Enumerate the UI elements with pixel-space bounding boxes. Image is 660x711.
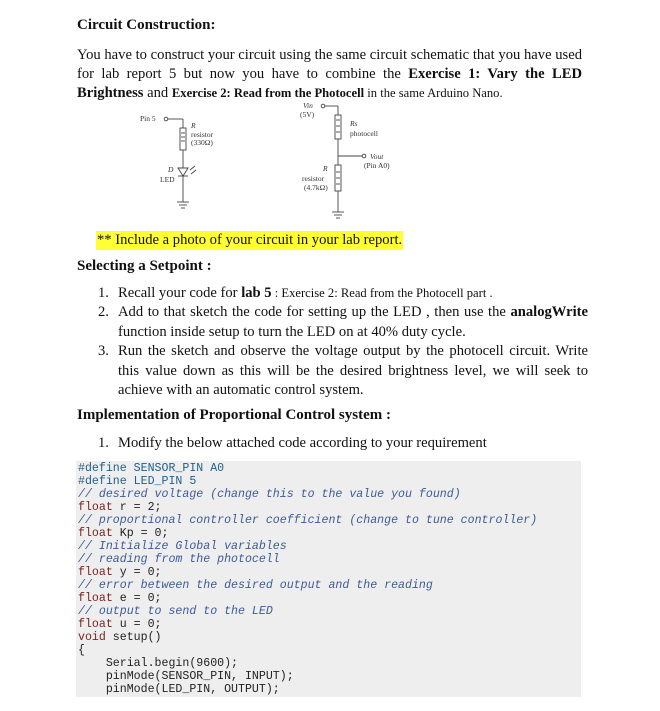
list-item [98, 303, 590, 343]
heading-circuit-construction: Circuit Construction: [77, 17, 216, 33]
circuit-vin-value: (5V) [300, 110, 315, 119]
circuit-rs-label: Rs [350, 119, 358, 128]
code-line: float y = 0; [78, 566, 162, 579]
code-comment: // output to send to the LED [78, 605, 273, 618]
code-line: float Kp = 0; [78, 527, 169, 540]
circuit-r2-value: (4.7kΩ) [304, 183, 328, 192]
code-line: float u = 0; [78, 618, 162, 631]
heading-proportional-control: Implementation of Proportional Control system : [77, 407, 392, 423]
photo-reminder-highlight: ** Include a photo of your circuit in your lab report. [97, 232, 403, 248]
circuit-vout-label: Vout [370, 152, 384, 161]
code-line: Serial.begin(9600); [78, 657, 239, 670]
circuit-r1-value: (330Ω) [191, 138, 213, 147]
list-item [98, 284, 590, 304]
circuit-r1-label: R [191, 121, 196, 130]
code-line: float r = 2; [78, 501, 162, 514]
circuit-vin-label: Vin [303, 101, 313, 110]
list-text: Add to that sketch the code for setting up the LED , then use the analogWrite function inside setup to turn the LED on at 40% duty cycle. [118, 304, 588, 340]
intro-exercise-1: Exercise 1: Vary the LED Brightness [77, 66, 582, 101]
circuit-photocell-label: photocell [350, 129, 378, 138]
list-number: 3. [98, 343, 109, 359]
intro-text-c: and [143, 85, 172, 101]
code-line: #define LED_PIN 5 [78, 475, 197, 488]
heading-selecting-setpoint: Selecting a Setpoint : [77, 258, 212, 274]
list-item [98, 434, 590, 454]
list-text: Recall your code for lab 5 : Exercise 2: Read from the Photocell part . [118, 285, 493, 301]
intro-text-a: You have to construct your circuit using the same circuit schematic that you have used for lab report 5 but now you have to combine the [77, 47, 582, 82]
code-line: void setup() [78, 631, 162, 644]
code-comment: // error between the desired output and the reading [78, 579, 433, 592]
list-text: Run the sketch and observe the voltage output by the photocell circuit. Write this value down as this will be the desired brightness level, we will seek to achieve with an automatic control system. [118, 343, 588, 398]
code-comment: // desired voltage (change this to the value you found) [78, 488, 461, 501]
circuit-r2-resistor: resistor [302, 174, 325, 183]
code-line: pinMode(LED_PIN, OUTPUT); [78, 683, 280, 696]
list-item [98, 342, 590, 402]
intro-text-e: in the same Arduino Nano. [364, 86, 503, 100]
code-line: pinMode(SENSOR_PIN, INPUT); [78, 670, 294, 683]
intro-paragraph [77, 46, 582, 103]
code-line: { [78, 644, 85, 657]
circuit-schematic [140, 100, 420, 230]
code-block [76, 461, 581, 697]
circuit-r2-label: R [323, 164, 328, 173]
circuit-led-label: LED [160, 175, 175, 184]
list-text: Modify the below attached code according to your requirement [118, 435, 487, 451]
code-comment: // Initialize Global variables [78, 540, 287, 553]
circuit-pin-label: Pin 5 [140, 114, 156, 123]
circuit-d-label: D [168, 165, 174, 174]
circuit-r1-resistor: resistor [191, 130, 214, 139]
code-line: float e = 0; [78, 592, 162, 605]
code-line: #define SENSOR_PIN A0 [78, 462, 225, 475]
code-comment: // reading from the photocell [78, 553, 280, 566]
code-comment: // proportional controller coefficient (change to tune controller) [78, 514, 538, 527]
list-number: 2. [98, 304, 109, 320]
list-number: 1. [98, 285, 109, 301]
circuit-vout-pin: (Pin A0) [364, 161, 390, 170]
list-number: 1. [98, 435, 109, 451]
intro-exercise-2: Exercise 2: Read from the Photocell [171, 86, 365, 100]
